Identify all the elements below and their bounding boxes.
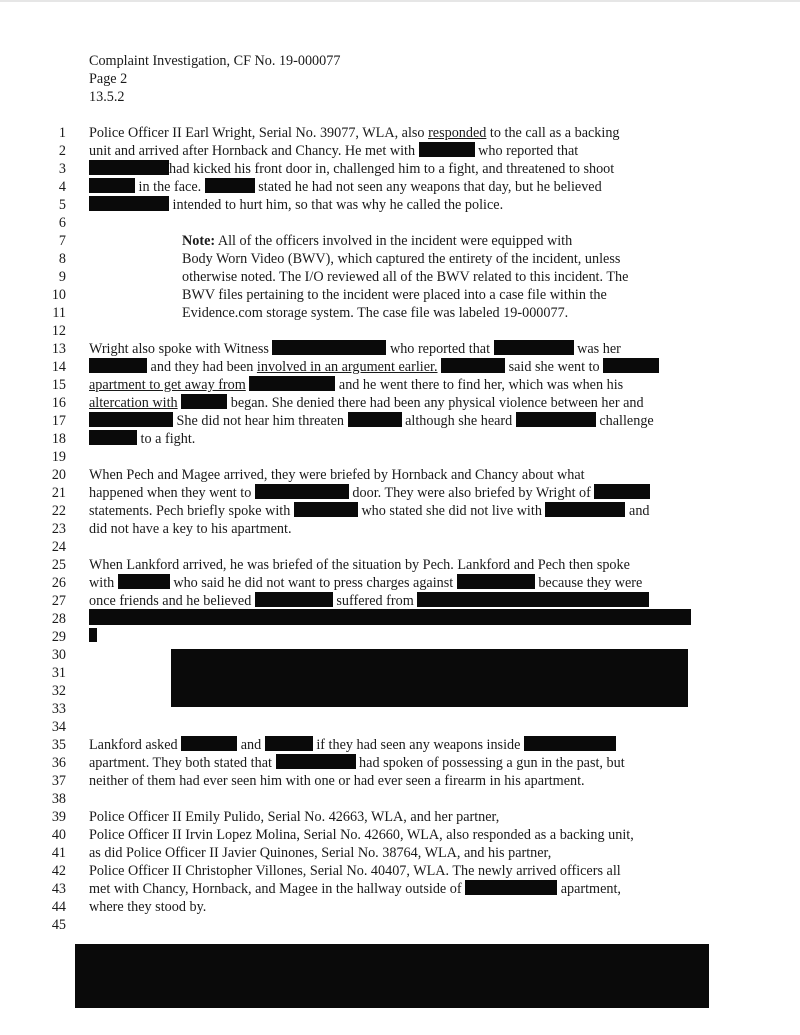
text-line xyxy=(0,520,800,538)
redaction-bar xyxy=(255,484,349,499)
line-text: Police Officer II Emily Pulido, Serial No. 42663, WLA, and her partner, xyxy=(89,809,500,825)
text-line xyxy=(0,286,800,304)
redaction-bar xyxy=(89,178,135,193)
line-text: Police Officer II Earl Wright, Serial No. 39077, WLA, also responded to the call as a backing xyxy=(89,125,620,141)
line-text: had kicked his front door in, challenged him to a fight, and threatened to shoot xyxy=(89,160,614,178)
redaction-bar xyxy=(89,609,691,625)
line-number: 24 xyxy=(51,539,66,555)
redaction-bar xyxy=(181,736,237,751)
text-line xyxy=(0,214,800,232)
note-text: BWV files pertaining to the incident were placed into a case file within the xyxy=(182,287,607,303)
line-number: 31 xyxy=(51,665,66,681)
redaction-bar xyxy=(545,502,625,517)
line-text: She did not hear him threaten although she heard challenge xyxy=(89,412,654,430)
text-line xyxy=(0,844,800,862)
line-number: 1 xyxy=(58,125,66,141)
line-text: Lankford asked and if they had seen any weapons inside xyxy=(89,736,616,754)
page-edge xyxy=(0,0,800,2)
redaction-bar xyxy=(494,340,574,355)
line-number: 43 xyxy=(51,881,66,897)
text-line xyxy=(0,142,800,160)
text-line xyxy=(0,826,800,844)
line-text: happened when they went to door. They were also briefed by Wright of xyxy=(89,484,650,502)
redaction-bar xyxy=(255,592,333,607)
line-number: 45 xyxy=(51,917,66,933)
line-number: 29 xyxy=(51,629,66,645)
line-number: 10 xyxy=(51,287,66,303)
line-text: Police Officer II Irvin Lopez Molina, Serial No. 42660, WLA, also responded as a backing unit, xyxy=(89,827,634,843)
text-line xyxy=(0,376,800,394)
text-line xyxy=(0,412,800,430)
text-line xyxy=(0,160,800,178)
text-line xyxy=(0,484,800,502)
line-text: statements. Pech briefly spoke with who stated she did not live with and xyxy=(89,503,650,519)
text-line xyxy=(0,322,800,340)
line-number: 27 xyxy=(51,593,66,609)
line-number: 22 xyxy=(51,503,66,519)
line-number: 28 xyxy=(51,611,66,627)
line-number: 11 xyxy=(52,305,66,321)
line-number: 38 xyxy=(51,791,66,807)
line-number: 12 xyxy=(51,323,66,339)
line-text: unit and arrived after Hornback and Chancy. He met with who reported that xyxy=(89,143,579,159)
line-number: 19 xyxy=(51,449,66,465)
line-number: 18 xyxy=(51,431,66,447)
redaction-bar xyxy=(419,142,475,157)
redaction-bar xyxy=(516,412,596,427)
text-line xyxy=(0,466,800,484)
text-line xyxy=(0,556,800,574)
line-number: 35 xyxy=(51,737,66,753)
text-line xyxy=(0,394,800,412)
line-text: Police Officer II Christopher Villones, Serial No. 40407, WLA. The newly arrived officers all xyxy=(89,863,621,879)
line-number: 16 xyxy=(51,395,66,411)
text-line xyxy=(0,916,800,934)
line-text: altercation with began. She denied there had been any physical violence between her and xyxy=(89,395,644,411)
text-line xyxy=(0,628,800,646)
line-number: 40 xyxy=(51,827,66,843)
line-text: met with Chancy, Hornback, and Magee in the hallway outside of apartment, xyxy=(89,881,621,897)
text-line xyxy=(0,448,800,466)
text-line xyxy=(0,178,800,196)
text-line xyxy=(0,718,800,736)
redaction-bar xyxy=(294,502,358,517)
line-number: 15 xyxy=(51,377,66,393)
redaction-bar xyxy=(89,628,97,642)
text-line xyxy=(0,358,800,376)
line-text: with who said he did not want to press charges against because they were xyxy=(89,575,643,591)
redaction-block xyxy=(75,944,709,1008)
line-number: 36 xyxy=(51,755,66,771)
line-number: 30 xyxy=(51,647,66,663)
text-line xyxy=(0,754,800,772)
line-number: 25 xyxy=(51,557,66,573)
redaction-bar xyxy=(276,754,356,769)
redaction-bar xyxy=(205,178,255,193)
redaction-bar xyxy=(249,376,335,391)
line-number: 6 xyxy=(58,215,66,231)
text-line xyxy=(0,880,800,898)
header-case-line: Complaint Investigation, CF No. 19-000077 xyxy=(89,53,341,69)
text-line xyxy=(0,250,800,268)
note-text: Body Worn Video (BWV), which captured the entirety of the incident, unless xyxy=(182,251,621,267)
text-line xyxy=(0,232,800,250)
line-number: 39 xyxy=(51,809,66,825)
line-text: apartment. They both stated that had spoken of possessing a gun in the past, but xyxy=(89,755,625,771)
text-line xyxy=(0,430,800,448)
redaction-bar xyxy=(441,358,505,373)
redaction-bar xyxy=(89,358,147,373)
text-line xyxy=(0,196,800,214)
document-header xyxy=(89,52,340,106)
line-number: 21 xyxy=(51,485,66,501)
line-number: 2 xyxy=(58,143,66,159)
line-text: When Pech and Magee arrived, they were briefed by Hornback and Chancy about what xyxy=(89,467,585,483)
text-line xyxy=(0,862,800,880)
line-text: neither of them had ever seen him with one or had ever seen a firearm in his apartment. xyxy=(89,773,585,789)
redaction-bar xyxy=(417,592,649,607)
text-line xyxy=(0,304,800,322)
text-line xyxy=(0,772,800,790)
line-number: 5 xyxy=(58,197,66,213)
text-line xyxy=(0,790,800,808)
line-text: apartment to get away from and he went there to find her, which was when his xyxy=(89,377,624,393)
redaction-bar xyxy=(348,412,402,427)
text-line xyxy=(0,898,800,916)
redaction-bar xyxy=(457,574,535,589)
text-line xyxy=(0,538,800,556)
redaction-block xyxy=(171,649,688,707)
line-text: once friends and he believed suffered from xyxy=(89,592,649,610)
header-section-line: 13.5.2 xyxy=(89,89,125,105)
line-number: 44 xyxy=(51,899,66,915)
line-text: did not have a key to his apartment. xyxy=(89,521,292,537)
text-line xyxy=(0,502,800,520)
text-line xyxy=(0,736,800,754)
line-text: in the face. stated he had not seen any weapons that day, but he believed xyxy=(89,178,602,196)
redaction-bar xyxy=(465,880,557,895)
text-line xyxy=(0,574,800,592)
redaction-bar xyxy=(594,484,650,499)
redaction-bar xyxy=(265,736,313,751)
redaction-bar xyxy=(89,196,169,211)
line-text: where they stood by. xyxy=(89,899,207,915)
note-text: otherwise noted. The I/O reviewed all of the BWV related to this incident. The xyxy=(182,269,629,285)
redaction-bar xyxy=(524,736,616,751)
redaction-bar xyxy=(603,358,659,373)
line-number: 34 xyxy=(51,719,66,735)
text-line xyxy=(0,340,800,358)
line-text: When Lankford arrived, he was briefed of the situation by Pech. Lankford and Pech then spoke xyxy=(89,557,630,573)
line-number: 7 xyxy=(58,233,66,249)
line-number: 33 xyxy=(51,701,66,717)
redaction-bar xyxy=(89,160,169,175)
redaction-bar xyxy=(272,340,386,355)
redaction-bar xyxy=(89,430,137,445)
line-number: 23 xyxy=(51,521,66,537)
line-number: 8 xyxy=(58,251,66,267)
line-number: 3 xyxy=(58,161,66,177)
line-number: 32 xyxy=(51,683,66,699)
line-number: 13 xyxy=(51,341,66,357)
text-line xyxy=(0,268,800,286)
redaction-bar xyxy=(118,574,170,589)
redaction-bar xyxy=(89,412,173,427)
line-number: 37 xyxy=(51,773,66,789)
line-number: 14 xyxy=(51,359,66,375)
line-text: as did Police Officer II Javier Quinones, Serial No. 38764, WLA, and his partner, xyxy=(89,845,552,861)
line-text: and they had been involved in an argument earlier. said she went to xyxy=(89,358,659,376)
line-text: intended to hurt him, so that was why he called the police. xyxy=(89,196,503,214)
note-text: Note: All of the officers involved in the incident were equipped with xyxy=(182,233,573,249)
line-number: 20 xyxy=(51,467,66,483)
text-line xyxy=(0,592,800,610)
note-text: Evidence.com storage system. The case file was labeled 19-000077. xyxy=(182,305,569,321)
text-line xyxy=(0,124,800,142)
line-number: 17 xyxy=(51,413,66,429)
line-number: 9 xyxy=(58,269,66,285)
line-number: 4 xyxy=(58,179,66,195)
line-text: Wright also spoke with Witness who reported that was her xyxy=(89,341,621,357)
line-text: to a fight. xyxy=(89,430,195,448)
line-number: 42 xyxy=(51,863,66,879)
line-number: 26 xyxy=(51,575,66,591)
header-page-line: Page 2 xyxy=(89,71,128,87)
text-line xyxy=(0,808,800,826)
redaction-bar xyxy=(181,394,227,409)
line-number: 41 xyxy=(51,845,66,861)
